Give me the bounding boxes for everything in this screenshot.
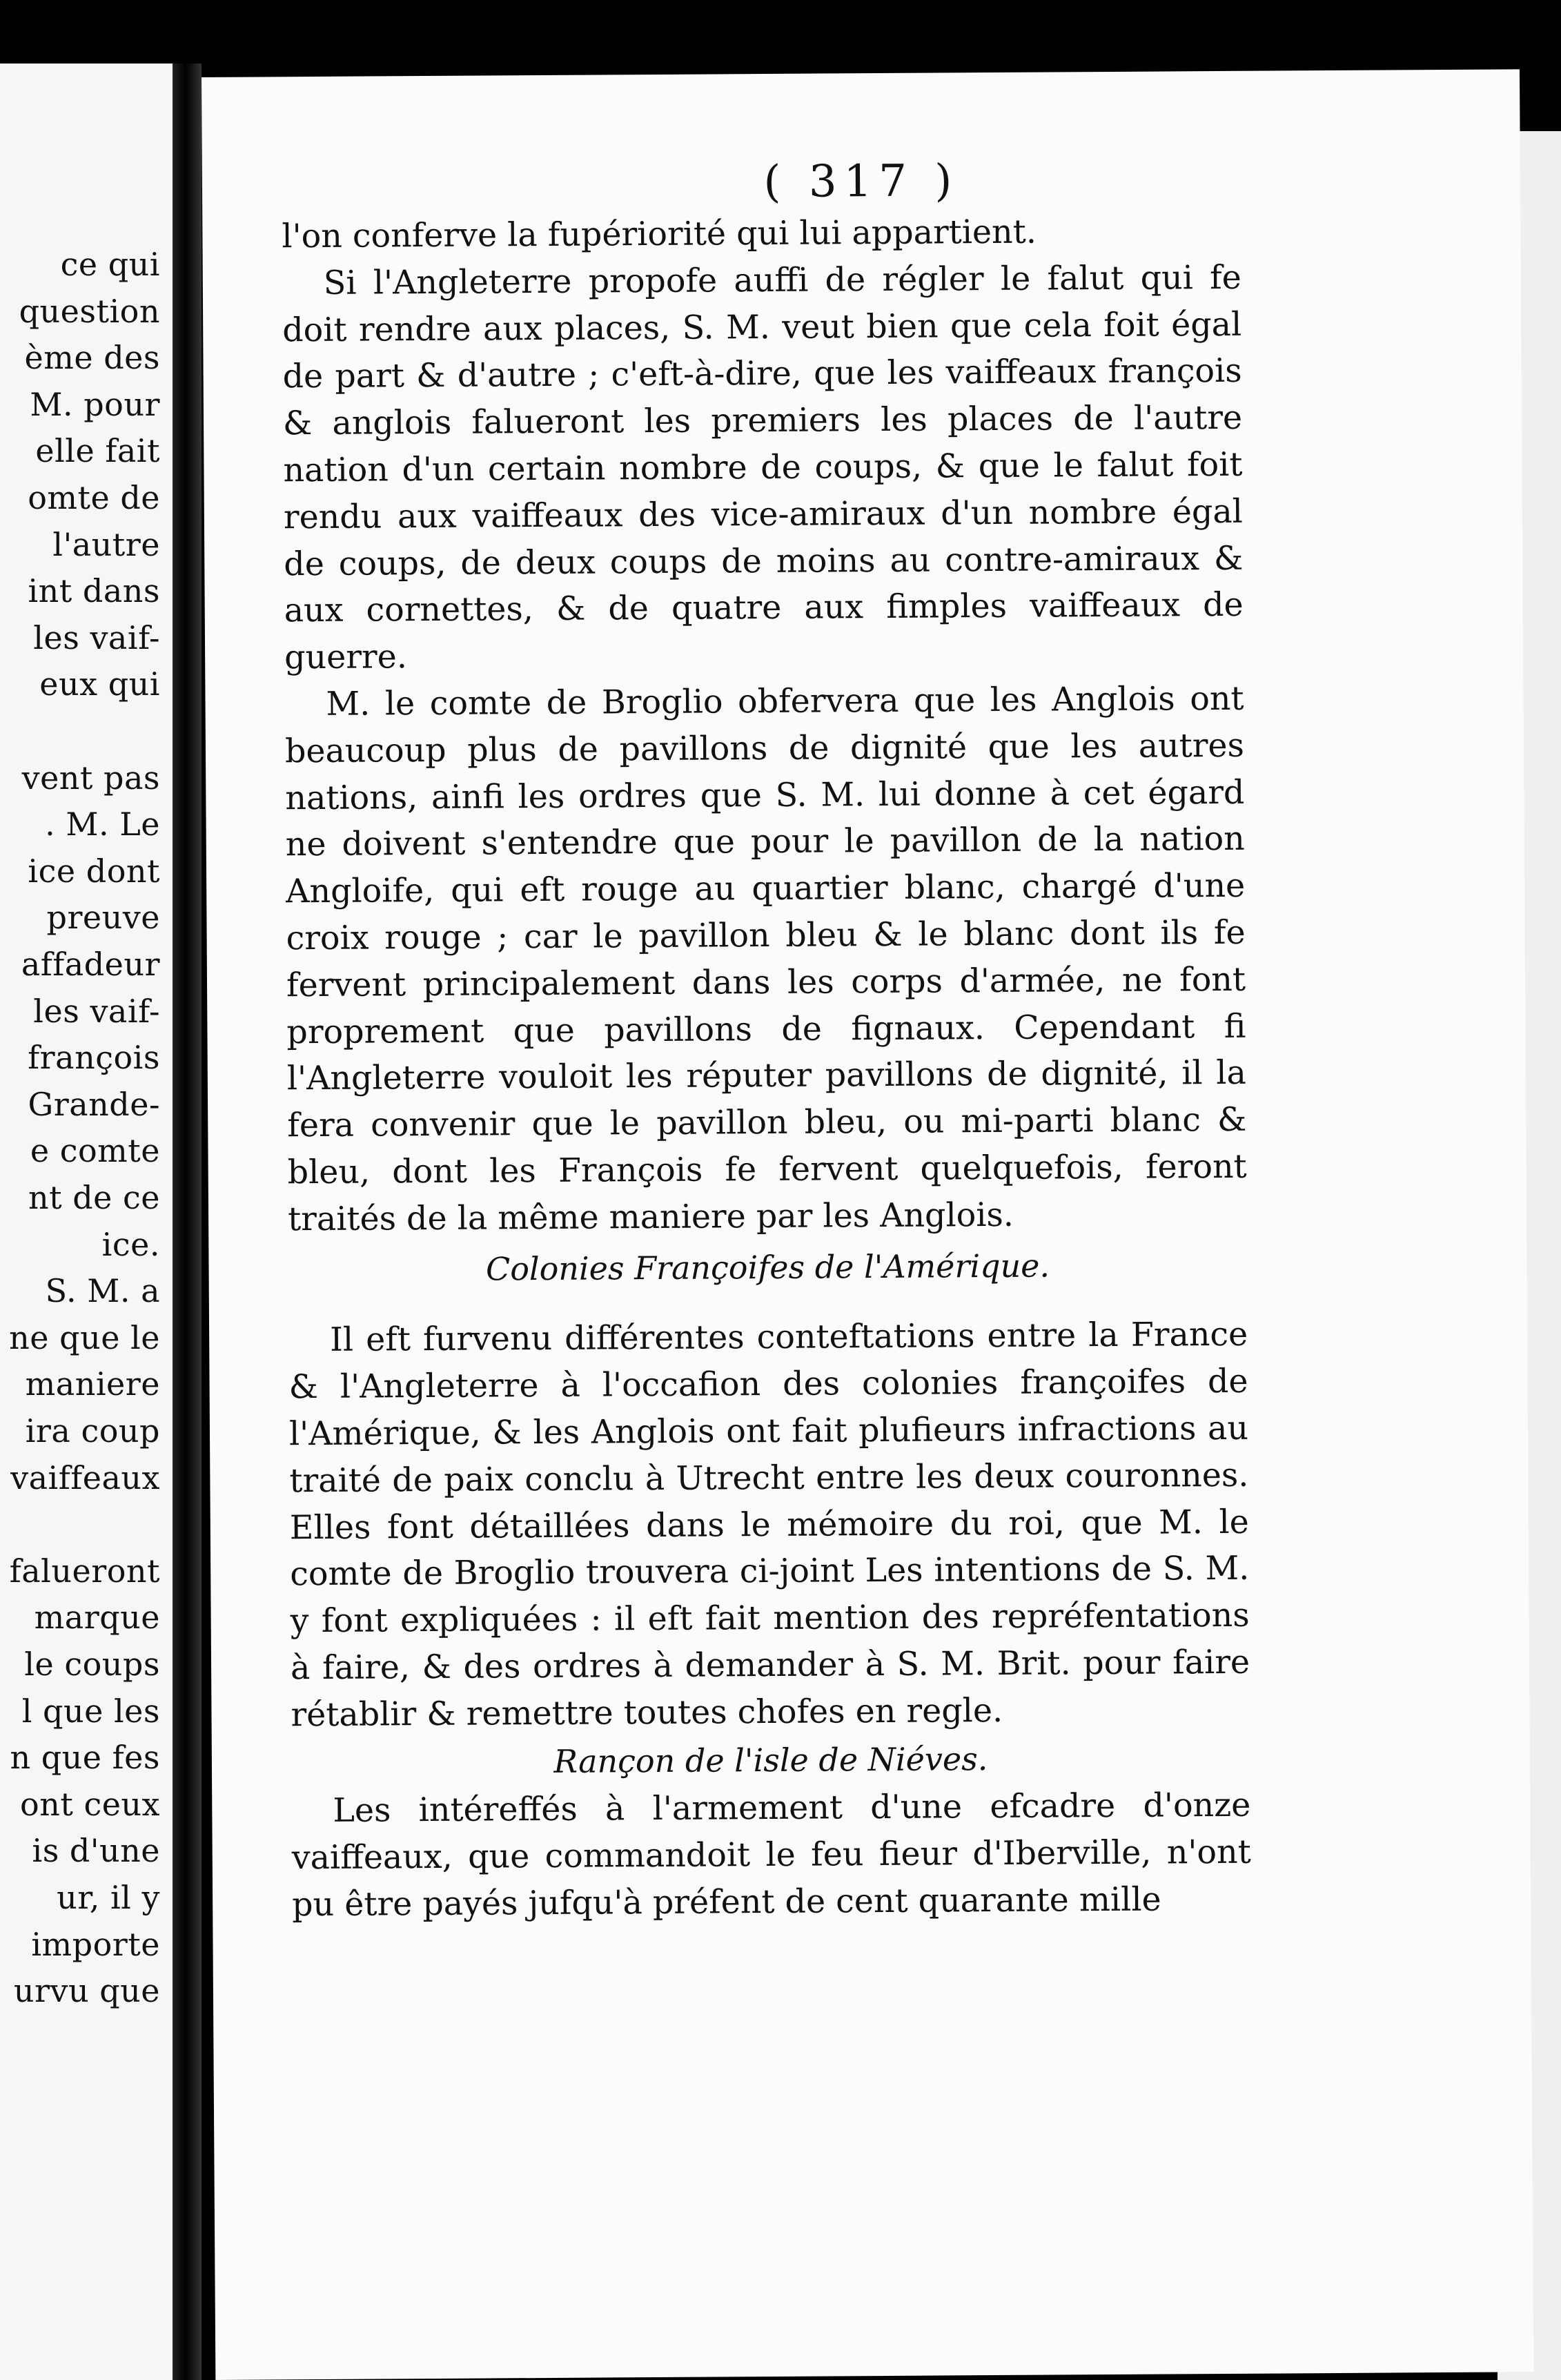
left-page-line: eux qui — [39, 665, 160, 703]
left-page-line: l'autre — [52, 525, 160, 563]
page-number: ( 317 ) — [763, 155, 959, 208]
left-page-line: e comte — [30, 1132, 160, 1170]
left-page-line: ice. — [101, 1225, 160, 1263]
left-page-line: nt de ce — [28, 1179, 160, 1216]
left-page-line: urvu que — [13, 1972, 160, 2010]
book-gutter — [173, 64, 202, 2380]
paragraph-5: Les intéreffés à l'armement d'une efcadre d'onze vaiffeaux, que commandoit le feu fieur d'Iberville, n'ont pu être payés jufqu'à préfent de cent quarante mille — [291, 1786, 1251, 1924]
left-page-line: S. M. a — [45, 1272, 160, 1310]
left-page-line: ème des — [24, 339, 160, 377]
left-page-line: . M. Le — [45, 806, 160, 843]
left-page-line: les vaif- — [33, 618, 160, 656]
paragraph-4: Il eft furvenu différentes conteftations entre la France & l'Angleterre à l'occafion des colonies françoifes de l'Amérique, & les Anglois ont fait plufieurs infractions au traité de paix conclu à Utrecht entre les deux couronnes. Elles font détaillées dans le mémoire du roi, que M. le comte de Broglio trouvera ci-joint Les intentions de S. M. y font expliquées : il eft fait mention des repréfentations à faire, & des ordres à demander à S. M. Brit. pour faire rétablir & remettre toutes chofes en regle. — [288, 1316, 1250, 1734]
left-page-line: ice dont — [28, 852, 160, 890]
left-page-line: ira coup — [25, 1412, 160, 1450]
paragraph-3: M. le comte de Broglio obfervera que les Anglois ont beaucoup plus de pavillons de dignité que les autres nations, ainfi les ordres que S. M. lui donne à cet égard ne doivent s'entendre que pour le pavillon de la nation Angloife, qui eft rouge au quartier blanc, chargé d'une croix rouge ; car le pavillon bleu & le blanc dont ils fe fervent principalement dans les corps d'armée, ne font proprement que pavillons de fignaux. Cependant fi l'Angleterre vouloit les réputer pavillons de dignité, il la fera convenir que le pavillon bleu, ou mi-parti blanc & bleu, dont les François fe fervent quelquefois, feront traités de la même maniere par les Anglois. — [284, 679, 1247, 1239]
paragraph-2: Si l'Angleterre propofe auffi de régler le falut qui fe doit rendre aux places, S. M. veut bien que cela foit égal de part & d'autre ; c'eft-à-dire, que les vaiffeaux françois & anglois falueront les premiers les places de l'autre nation d'un certain nombre de coups, & que le falut foit rendu aux vaiffeaux des vice-amiraux d'un nombre égal de coups, de deux coups de moins au contre-amiraux & aux cornettes, & de quatre aux fimples vaiffeaux de guerre. — [282, 258, 1244, 677]
left-page-line: le coups — [24, 1646, 160, 1683]
left-page-line: int dans — [28, 572, 160, 610]
left-page-line: maniere — [25, 1365, 160, 1403]
left-page-line: falueront — [9, 1552, 160, 1590]
left-page-line: preuve — [46, 899, 160, 937]
left-page-line: omte de — [28, 479, 160, 516]
left-page-line: vaiffeaux — [10, 1459, 160, 1496]
left-page-line: question — [19, 292, 160, 330]
left-page-line: marque — [34, 1599, 160, 1637]
left-page-line: Grande- — [28, 1085, 160, 1123]
left-page-line: elle fait — [35, 432, 160, 470]
paragraph-1: l'on conferve la fupériorité qui lui appartient. — [282, 213, 1037, 256]
left-page-line: n que fes — [10, 1739, 160, 1777]
left-page-line: is d'une — [32, 1832, 160, 1870]
left-page-line: françois — [28, 1039, 160, 1077]
left-page-line: ont ceux — [20, 1785, 160, 1823]
left-page-line: ne que le — [9, 1318, 160, 1356]
left-page-line: vent pas — [21, 759, 160, 797]
left-page-line: M. pour — [30, 385, 160, 423]
section-heading-colonies: Colonies Françoifes de l'Amérique. — [485, 1247, 1050, 1288]
main-page — [202, 69, 1533, 2380]
left-page-line: affadeur — [21, 946, 160, 983]
section-heading-rancon: Rançon de l'isle de Niéves. — [553, 1739, 988, 1780]
left-page-line: ce qui — [60, 246, 160, 283]
left-page-line: les vaif- — [33, 992, 160, 1030]
body-text — [282, 208, 1251, 1929]
left-page-line: ur, il y — [57, 1879, 160, 1916]
left-page-fragment — [0, 64, 173, 2380]
left-page-line: l que les — [21, 1692, 160, 1730]
left-page-line: importe — [31, 1925, 160, 1963]
